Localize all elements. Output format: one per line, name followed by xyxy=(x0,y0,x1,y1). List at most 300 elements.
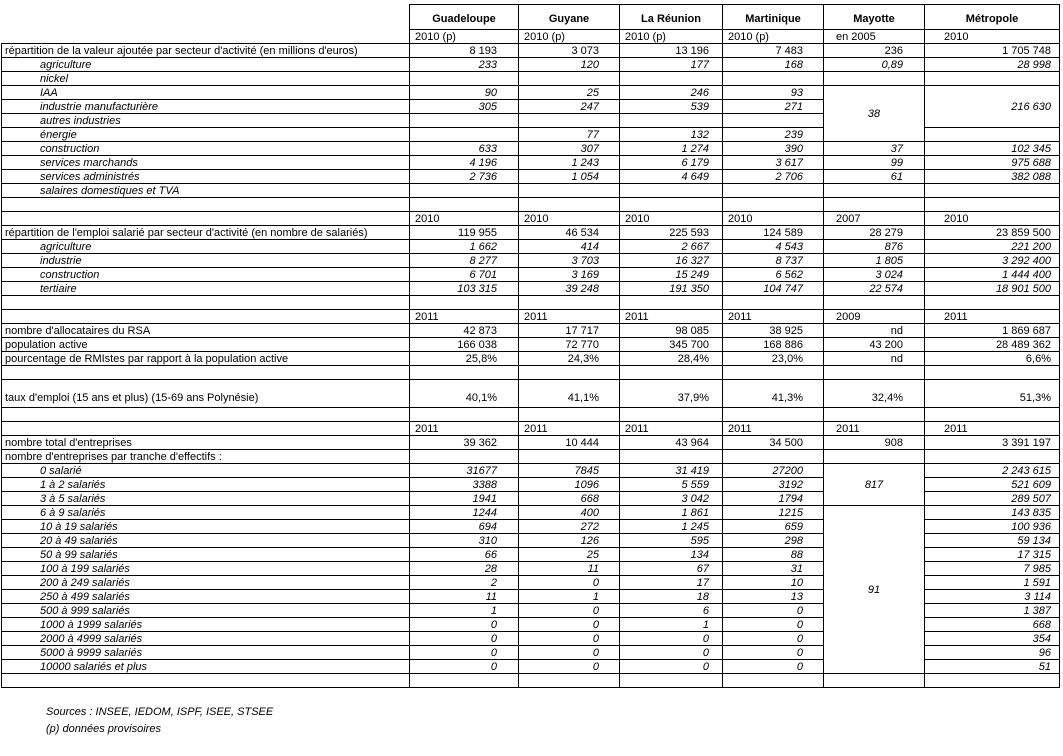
value-cell: 400 xyxy=(519,506,620,520)
value-cell: 2011 xyxy=(620,310,723,324)
column-header: Guadeloupe xyxy=(410,5,519,30)
statistics-table xyxy=(1,4,1060,688)
table-row xyxy=(2,436,1060,450)
value-cell: 3 703 xyxy=(519,254,620,268)
table-row xyxy=(2,422,1060,436)
row-label-cell: 1 à 2 salariés xyxy=(2,478,410,492)
value-cell: 2010 (p) xyxy=(410,30,519,44)
value-cell: 0 xyxy=(620,646,723,660)
value-cell: 2010 xyxy=(723,212,824,226)
table-row xyxy=(2,156,1060,170)
value-cell: 41,1% xyxy=(519,380,620,408)
value-cell xyxy=(410,128,519,142)
table-row xyxy=(2,408,1060,422)
value-cell xyxy=(723,296,824,310)
value-cell xyxy=(519,72,620,86)
value-cell xyxy=(410,674,519,688)
value-cell: 1 xyxy=(620,618,723,632)
value-cell xyxy=(620,114,723,128)
value-cell: 31677 xyxy=(410,464,519,478)
row-label-cell: 0 salarié xyxy=(2,464,410,478)
value-cell: 1244 xyxy=(410,506,519,520)
value-cell xyxy=(519,296,620,310)
value-cell: 2010 xyxy=(925,30,1060,44)
value-cell: 390 xyxy=(723,142,824,156)
table-row xyxy=(2,240,1060,254)
value-cell: 28 279 xyxy=(824,226,925,240)
value-cell: 1 591 xyxy=(925,576,1060,590)
row-label-cell xyxy=(2,310,410,324)
value-cell: 168 xyxy=(723,58,824,72)
value-cell: 119 955 xyxy=(410,226,519,240)
value-cell: 177 xyxy=(620,58,723,72)
value-cell xyxy=(723,184,824,198)
table-row xyxy=(2,5,1060,30)
value-cell xyxy=(723,72,824,86)
value-cell: 13 196 xyxy=(620,44,723,58)
row-label-cell: 250 à 499 salariés xyxy=(2,590,410,604)
value-cell: 90 xyxy=(410,86,519,100)
row-label-cell: services marchands xyxy=(2,156,410,170)
table-row xyxy=(2,30,1060,44)
value-cell xyxy=(620,198,723,212)
value-cell: 18 xyxy=(620,590,723,604)
value-cell xyxy=(723,674,824,688)
value-cell: 2010 xyxy=(519,212,620,226)
value-cell: 66 xyxy=(410,548,519,562)
value-cell: 1215 xyxy=(723,506,824,520)
value-cell: 0 xyxy=(410,632,519,646)
value-cell: 31 419 xyxy=(620,464,723,478)
value-cell: 0 xyxy=(620,660,723,674)
table-row xyxy=(2,226,1060,240)
row-label-cell: répartition de l'emploi salarié par secteur d'activité (en nombre de salariés) xyxy=(2,226,410,240)
value-cell: 6 xyxy=(620,604,723,618)
value-cell xyxy=(620,450,723,464)
value-cell: 7 483 xyxy=(723,44,824,58)
value-cell: 16 327 xyxy=(620,254,723,268)
table-row xyxy=(2,324,1060,338)
value-cell xyxy=(925,408,1060,422)
value-cell: 3 114 xyxy=(925,590,1060,604)
value-cell: 1 xyxy=(519,590,620,604)
value-cell: 659 xyxy=(723,520,824,534)
value-cell: 1 387 xyxy=(925,604,1060,618)
value-cell: 305 xyxy=(410,100,519,114)
value-cell: 2009 xyxy=(824,310,925,324)
value-cell: 694 xyxy=(410,520,519,534)
value-cell: 39 362 xyxy=(410,436,519,450)
value-cell: 225 593 xyxy=(620,226,723,240)
value-cell: 0 xyxy=(723,618,824,632)
value-cell: 11 xyxy=(410,590,519,604)
value-cell: 43 200 xyxy=(824,338,925,352)
value-cell: 25 xyxy=(519,86,620,100)
value-cell: 2011 xyxy=(925,422,1060,436)
value-cell: 4 543 xyxy=(723,240,824,254)
value-cell: nd xyxy=(824,352,925,366)
value-cell: 0 xyxy=(410,660,519,674)
value-cell: 77 xyxy=(519,128,620,142)
value-cell: 2011 xyxy=(519,310,620,324)
value-cell: 1 243 xyxy=(519,156,620,170)
page xyxy=(0,4,1063,756)
row-label-cell: 6 à 9 salariés xyxy=(2,506,410,520)
table-row xyxy=(2,674,1060,688)
value-cell: 103 315 xyxy=(410,282,519,296)
value-cell xyxy=(519,114,620,128)
row-label-cell: nickel xyxy=(2,72,410,86)
value-cell: 124 589 xyxy=(723,226,824,240)
row-label-cell: 100 à 199 salariés xyxy=(2,562,410,576)
value-cell: 39 248 xyxy=(519,282,620,296)
row-label-cell: agriculture xyxy=(2,240,410,254)
value-cell: 3 292 400 xyxy=(925,254,1060,268)
table-row xyxy=(2,366,1060,380)
table-row xyxy=(2,254,1060,268)
row-label-cell xyxy=(2,408,410,422)
value-cell: 17 717 xyxy=(519,324,620,338)
value-cell xyxy=(519,674,620,688)
value-cell xyxy=(723,408,824,422)
footer-notes xyxy=(46,704,1063,738)
value-cell xyxy=(410,72,519,86)
row-label-cell: construction xyxy=(2,142,410,156)
row-label-cell: IAA xyxy=(2,86,410,100)
value-cell xyxy=(925,184,1060,198)
value-cell: 10 xyxy=(723,576,824,590)
value-cell: 37 xyxy=(824,142,925,156)
value-cell: 289 507 xyxy=(925,492,1060,506)
row-label-cell: 10000 salariés et plus xyxy=(2,660,410,674)
value-cell: 1 xyxy=(410,604,519,618)
row-label-cell xyxy=(2,366,410,380)
value-cell: 354 xyxy=(925,632,1060,646)
value-cell: 0 xyxy=(519,646,620,660)
value-cell: 43 964 xyxy=(620,436,723,450)
table-row xyxy=(2,506,1060,520)
value-cell: 11 xyxy=(519,562,620,576)
value-cell: 2011 xyxy=(620,422,723,436)
value-cell: 13 xyxy=(723,590,824,604)
value-cell: 633 xyxy=(410,142,519,156)
value-cell: 216 630 xyxy=(925,86,1060,128)
table-row xyxy=(2,212,1060,226)
row-label-cell: industrie xyxy=(2,254,410,268)
value-cell: 239 xyxy=(723,128,824,142)
value-cell: 28 998 xyxy=(925,58,1060,72)
row-label-cell: salaires domestiques et TVA xyxy=(2,184,410,198)
value-cell: 61 xyxy=(824,170,925,184)
value-cell: 88 xyxy=(723,548,824,562)
value-cell: 3 024 xyxy=(824,268,925,282)
value-cell xyxy=(620,408,723,422)
value-cell: 40,1% xyxy=(410,380,519,408)
value-cell xyxy=(925,128,1060,142)
value-cell xyxy=(824,366,925,380)
value-cell: 15 249 xyxy=(620,268,723,282)
value-cell: 51,3% xyxy=(925,380,1060,408)
table-row xyxy=(2,282,1060,296)
value-cell: 8 193 xyxy=(410,44,519,58)
value-cell xyxy=(519,198,620,212)
value-cell: 6 701 xyxy=(410,268,519,282)
column-header: Mayotte xyxy=(824,5,925,30)
value-cell: 2 xyxy=(410,576,519,590)
value-cell xyxy=(925,366,1060,380)
value-cell: 0 xyxy=(410,618,519,632)
value-cell: 168 886 xyxy=(723,338,824,352)
value-cell: 25,8% xyxy=(410,352,519,366)
value-cell: 2010 (p) xyxy=(519,30,620,44)
value-cell: 1941 xyxy=(410,492,519,506)
value-cell xyxy=(824,72,925,86)
table-row xyxy=(2,86,1060,100)
value-cell: 0 xyxy=(410,646,519,660)
sources-note: Sources : INSEE, IEDOM, ISPF, ISEE, STSEE xyxy=(46,706,274,718)
value-cell: 0 xyxy=(620,632,723,646)
value-cell: 7 985 xyxy=(925,562,1060,576)
row-label-cell: nombre d'entreprises par tranche d'effectifs : xyxy=(2,450,410,464)
value-cell: nd xyxy=(824,324,925,338)
table-row xyxy=(2,142,1060,156)
value-cell: 100 936 xyxy=(925,520,1060,534)
table-row xyxy=(2,198,1060,212)
value-cell: 3 617 xyxy=(723,156,824,170)
value-cell: 28 489 362 xyxy=(925,338,1060,352)
value-cell: 6 179 xyxy=(620,156,723,170)
column-header: Métropole xyxy=(925,5,1060,30)
value-cell: 126 xyxy=(519,534,620,548)
value-cell xyxy=(620,296,723,310)
value-cell: 1 274 xyxy=(620,142,723,156)
value-cell: 24,3% xyxy=(519,352,620,366)
value-cell: 143 835 xyxy=(925,506,1060,520)
value-cell: 1794 xyxy=(723,492,824,506)
value-cell: 8 277 xyxy=(410,254,519,268)
row-label-cell: 20 à 49 salariés xyxy=(2,534,410,548)
value-cell: 2011 xyxy=(723,310,824,324)
value-cell xyxy=(620,366,723,380)
value-cell: 2007 xyxy=(824,212,925,226)
value-cell: 22 574 xyxy=(824,282,925,296)
row-label-cell: agriculture xyxy=(2,58,410,72)
row-label-cell xyxy=(2,212,410,226)
value-cell: 38 xyxy=(824,86,925,142)
value-cell: 41,3% xyxy=(723,380,824,408)
row-label-cell: 1000 à 1999 salariés xyxy=(2,618,410,632)
value-cell xyxy=(519,450,620,464)
value-cell: 2 667 xyxy=(620,240,723,254)
value-cell: 595 xyxy=(620,534,723,548)
value-cell: 233 xyxy=(410,58,519,72)
value-cell: 3388 xyxy=(410,478,519,492)
value-cell: 0 xyxy=(519,618,620,632)
row-label-cell: industrie manufacturière xyxy=(2,100,410,114)
value-cell: 3 169 xyxy=(519,268,620,282)
value-cell: 345 700 xyxy=(620,338,723,352)
row-label-cell: 200 à 249 salariés xyxy=(2,576,410,590)
value-cell: 28,4% xyxy=(620,352,723,366)
value-cell: 8 737 xyxy=(723,254,824,268)
value-cell: 0 xyxy=(723,604,824,618)
row-label-cell: 2000 à 4999 salariés xyxy=(2,632,410,646)
value-cell xyxy=(410,366,519,380)
value-cell: 668 xyxy=(925,618,1060,632)
value-cell: 6,6% xyxy=(925,352,1060,366)
value-cell: 382 088 xyxy=(925,170,1060,184)
value-cell: 1 861 xyxy=(620,506,723,520)
value-cell: 1 444 400 xyxy=(925,268,1060,282)
value-cell: 7845 xyxy=(519,464,620,478)
table-row xyxy=(2,352,1060,366)
value-cell: 18 901 500 xyxy=(925,282,1060,296)
value-cell: 23,0% xyxy=(723,352,824,366)
value-cell: 191 350 xyxy=(620,282,723,296)
row-label-cell: taux d'emploi (15 ans et plus) (15-69 ans Polynésie) xyxy=(2,380,410,408)
value-cell: 2011 xyxy=(519,422,620,436)
value-cell: 91 xyxy=(824,506,925,674)
value-cell: 2010 xyxy=(925,212,1060,226)
value-cell xyxy=(519,408,620,422)
row-label-cell: autres industries xyxy=(2,114,410,128)
value-cell: 0 xyxy=(519,604,620,618)
value-cell xyxy=(519,184,620,198)
value-cell: 32,4% xyxy=(824,380,925,408)
value-cell: 0 xyxy=(723,660,824,674)
value-cell: 4 649 xyxy=(620,170,723,184)
value-cell: 5 559 xyxy=(620,478,723,492)
value-cell: 0,89 xyxy=(824,58,925,72)
value-cell: 4 196 xyxy=(410,156,519,170)
value-cell: 817 xyxy=(824,464,925,506)
value-cell xyxy=(925,72,1060,86)
value-cell xyxy=(620,674,723,688)
value-cell: 0 xyxy=(723,632,824,646)
table-row xyxy=(2,464,1060,478)
value-cell: 2011 xyxy=(723,422,824,436)
value-cell: 96 xyxy=(925,646,1060,660)
value-cell: 93 xyxy=(723,86,824,100)
value-cell: 134 xyxy=(620,548,723,562)
value-cell: 310 xyxy=(410,534,519,548)
value-cell: en 2005 xyxy=(824,30,925,44)
value-cell xyxy=(410,184,519,198)
value-cell: 37,9% xyxy=(620,380,723,408)
value-cell: 1 805 xyxy=(824,254,925,268)
value-cell xyxy=(824,408,925,422)
value-cell xyxy=(410,450,519,464)
value-cell: 908 xyxy=(824,436,925,450)
value-cell: 3192 xyxy=(723,478,824,492)
value-cell: 23 859 500 xyxy=(925,226,1060,240)
column-header: Guyane xyxy=(519,5,620,30)
table-row xyxy=(2,170,1060,184)
value-cell: 166 038 xyxy=(410,338,519,352)
value-cell: 0 xyxy=(723,646,824,660)
value-cell: 38 925 xyxy=(723,324,824,338)
table-row xyxy=(2,450,1060,464)
table-row xyxy=(2,184,1060,198)
value-cell: 67 xyxy=(620,562,723,576)
value-cell: 2010 (p) xyxy=(723,30,824,44)
table-row xyxy=(2,268,1060,282)
value-cell xyxy=(723,366,824,380)
value-cell xyxy=(824,296,925,310)
value-cell: 0 xyxy=(519,660,620,674)
value-cell: 102 345 xyxy=(925,142,1060,156)
table-row xyxy=(2,338,1060,352)
value-cell: 3 042 xyxy=(620,492,723,506)
row-label-cell: 10 à 19 salariés xyxy=(2,520,410,534)
value-cell xyxy=(824,184,925,198)
table-row xyxy=(2,310,1060,324)
value-cell: 99 xyxy=(824,156,925,170)
value-cell: 1 705 748 xyxy=(925,44,1060,58)
value-cell: 10 444 xyxy=(519,436,620,450)
value-cell: 876 xyxy=(824,240,925,254)
row-label-cell: 500 à 999 salariés xyxy=(2,604,410,618)
value-cell: 2 736 xyxy=(410,170,519,184)
value-cell: 31 xyxy=(723,562,824,576)
value-cell: 1 054 xyxy=(519,170,620,184)
value-cell: 1096 xyxy=(519,478,620,492)
value-cell: 98 085 xyxy=(620,324,723,338)
table-row xyxy=(2,58,1060,72)
row-label-cell xyxy=(2,5,410,30)
value-cell: 2 243 615 xyxy=(925,464,1060,478)
table-row xyxy=(2,380,1060,408)
value-cell xyxy=(925,674,1060,688)
row-label-cell xyxy=(2,198,410,212)
row-label-cell xyxy=(2,422,410,436)
value-cell: 6 562 xyxy=(723,268,824,282)
value-cell: 46 534 xyxy=(519,226,620,240)
row-label-cell: répartition de la valeur ajoutée par secteur d'activité (en millions d'euros) xyxy=(2,44,410,58)
value-cell: 132 xyxy=(620,128,723,142)
value-cell: 34 500 xyxy=(723,436,824,450)
value-cell xyxy=(410,198,519,212)
value-cell: 221 200 xyxy=(925,240,1060,254)
value-cell: 42 873 xyxy=(410,324,519,338)
value-cell: 975 688 xyxy=(925,156,1060,170)
value-cell: 2011 xyxy=(410,422,519,436)
value-cell: 120 xyxy=(519,58,620,72)
value-cell xyxy=(824,450,925,464)
value-cell xyxy=(925,450,1060,464)
value-cell: 72 770 xyxy=(519,338,620,352)
value-cell: 272 xyxy=(519,520,620,534)
value-cell: 17 315 xyxy=(925,548,1060,562)
value-cell xyxy=(925,296,1060,310)
value-cell xyxy=(723,450,824,464)
row-label-cell: 50 à 99 salariés xyxy=(2,548,410,562)
table-row xyxy=(2,44,1060,58)
value-cell: 3 391 197 xyxy=(925,436,1060,450)
value-cell: 25 xyxy=(519,548,620,562)
value-cell: 2011 xyxy=(824,422,925,436)
value-cell: 298 xyxy=(723,534,824,548)
value-cell: 2010 xyxy=(620,212,723,226)
value-cell: 668 xyxy=(519,492,620,506)
value-cell xyxy=(519,366,620,380)
row-label-cell: 3 à 5 salariés xyxy=(2,492,410,506)
value-cell xyxy=(824,198,925,212)
value-cell: 271 xyxy=(723,100,824,114)
value-cell xyxy=(410,408,519,422)
value-cell: 104 747 xyxy=(723,282,824,296)
value-cell: 27200 xyxy=(723,464,824,478)
